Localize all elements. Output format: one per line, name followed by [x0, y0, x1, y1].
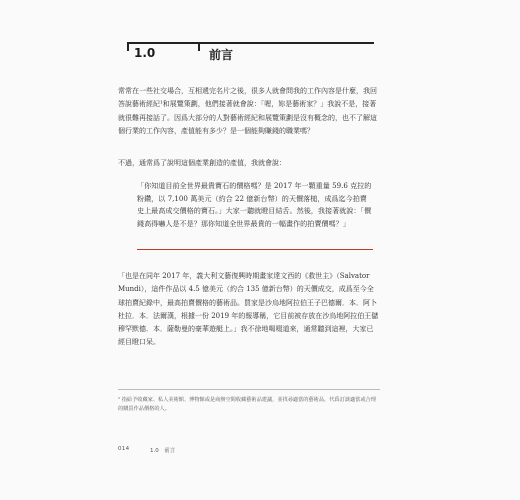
- footnote: ¹ 指給予收藏家、私人美術館、博物館或是商辦空間收藏藝術品建議，並找尋適當的藝術品，代爲訂談適當或合理的購買作品價格的人。: [118, 397, 376, 412]
- footnote-rule: [118, 389, 380, 390]
- page-number: 014: [118, 446, 130, 452]
- body-paragraph-1: 常常在一些社交場合，互相遞完名片之後，很多人就會問我的工作內容是什麼，我回答說藝術經紀¹和展覽策劃，他們接著就會說：「喔，妳是藝術家？」我說不是，接著就很難再接話了。因爲大部分的人對藝術經紀和展覽策劃是沒有概念的，也不了解這個行業的工作內容，產值能有多少？是一個能夠賺錢的職業嗎？: [118, 87, 377, 135]
- header-tick-right: [198, 42, 200, 51]
- running-title: 1.0 前言: [150, 448, 176, 454]
- chapter-number: 1.0: [134, 46, 156, 60]
- chapter-title: 前言: [209, 48, 234, 62]
- quote-block: 「你知道目前全世界最貴寶石的價格嗎？是 2017 年一顆重量 59.6 克拉的粉鑽，以 7,100 萬美元（約合 22 億新台幣）的天價落槌，成爲迄今拍賣史上最高成交價格的寶石。」大家一聽就瞪目結舌。然後，我接著就說：「價錢高得嚇人是不是？那你知道全世界最貴的一幅畫作的拍賣價嗎？」: [137, 181, 372, 228]
- body-paragraph-2: 不過，通常爲了說明這個產業創造的產值，我就會說：: [118, 159, 286, 167]
- quote-underline: [137, 249, 373, 250]
- header-tick-left: [127, 42, 129, 51]
- chapter-header-rule: [127, 42, 374, 44]
- body-paragraph-3: 「也是在同年 2017 年，義大利文藝復興時期畫家達文西的《救世主》（Salvator Mundi），這件作品以 4.5 億美元（約合 135 億新台幣）的天價成交，成爲至今全球拍賣紀錄中，最高拍賣價格的藝術品。買家是沙烏地阿拉伯王子巴德爾．本．阿卜杜拉．本．法爾漢，根據一份 2019 年的報導稱，它目前被存放在沙烏地阿拉伯王儲穆罕默德．本．薩勒曼的豪華遊艇上。」我不徐地喝啜道來，通常聽到這裡，大家已經目瞪口呆。: [118, 272, 379, 347]
